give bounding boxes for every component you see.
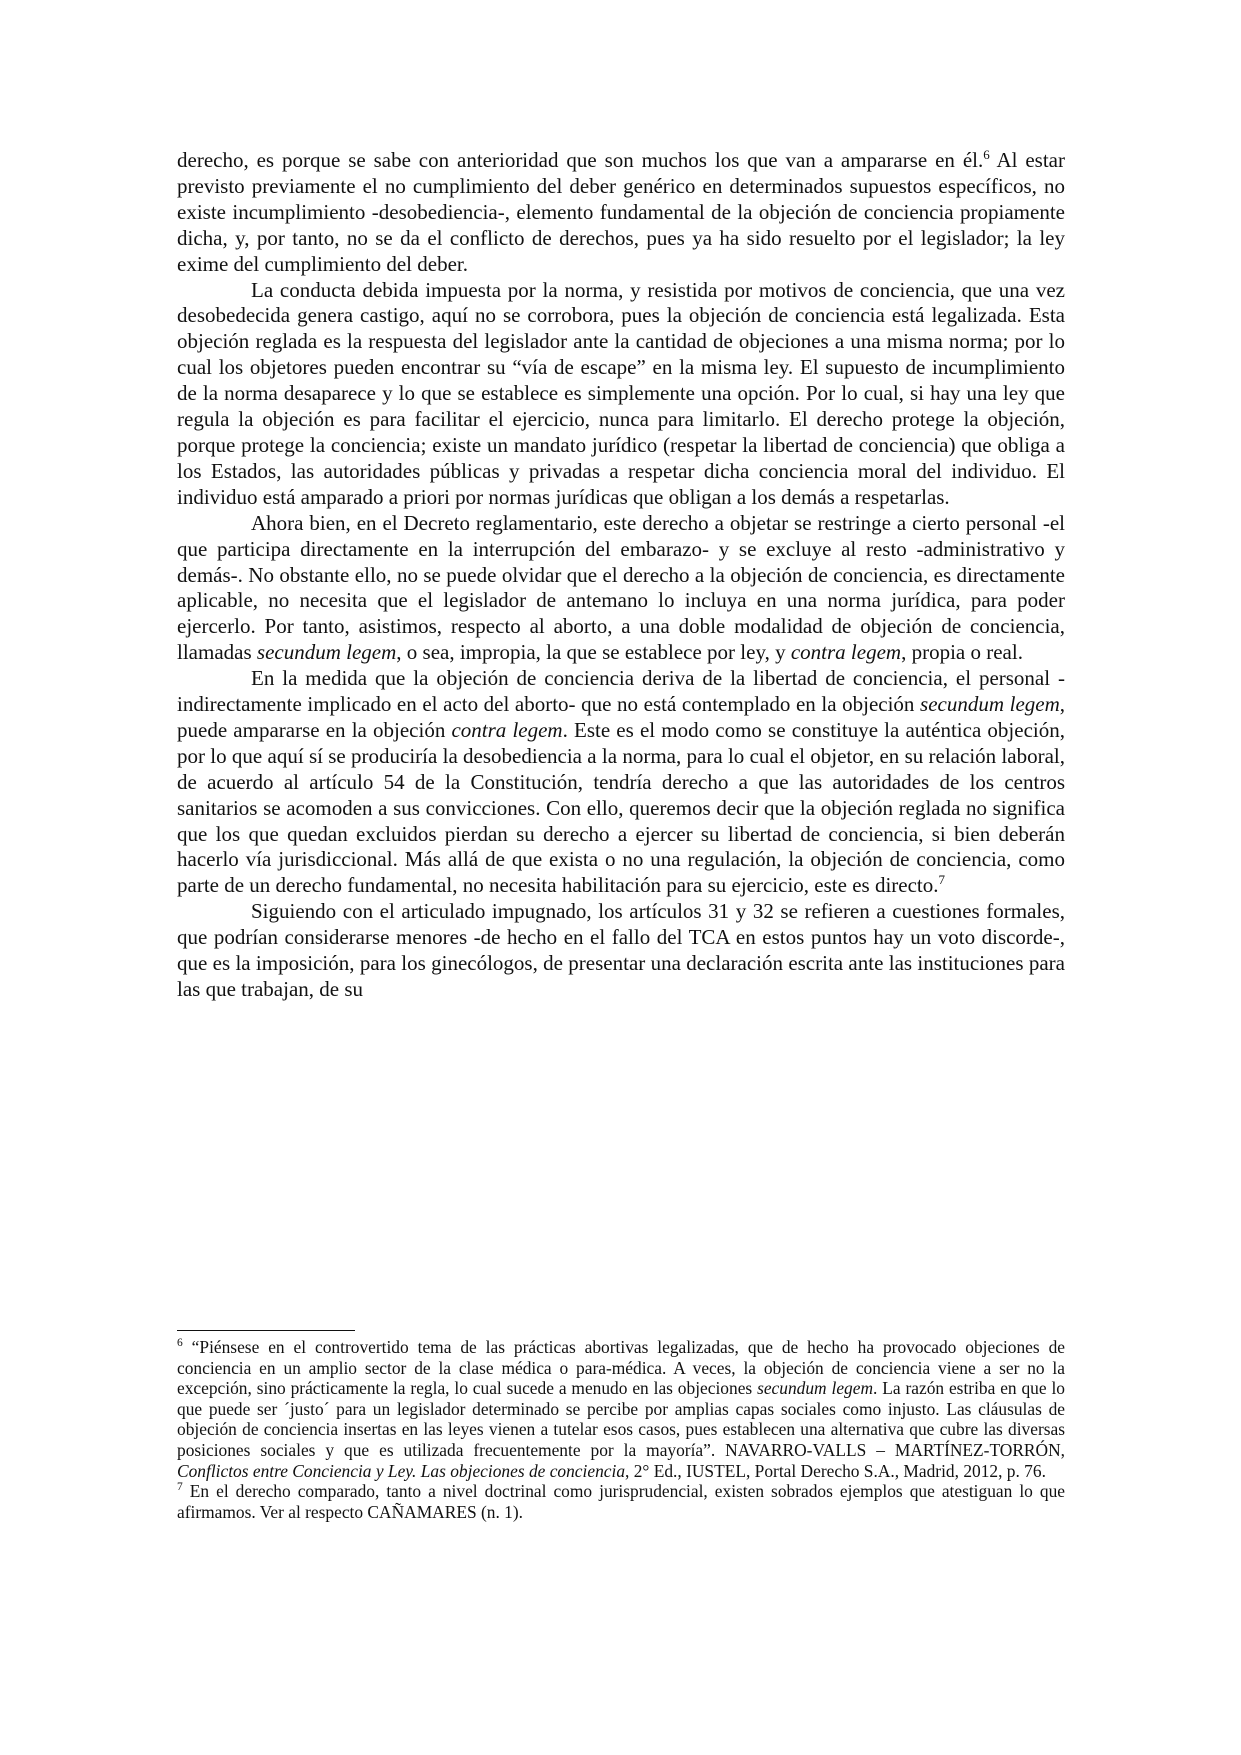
footnote-ref-6[interactable]: 6 <box>983 147 990 162</box>
paragraph-5: Siguiendo con el articulado impugnado, los artículos 31 y 32 se refieren a cuestiones formales, que podrían considerarse menores -de hecho en el fallo del TCA en estos puntos hay un voto discorde-, que es la imposición, para los ginecólogos, de presentar una declaración escrita ante las instituciones para las que trabajan, de su <box>177 899 1065 1001</box>
paragraph-2: La conducta debida impuesta por la norma, y resistida por motivos de conciencia, que una vez desobedecida genera castigo, aquí no se corrobora, pues la objeción de conciencia está legalizada. Esta objeción reglada es la respuesta del legislador ante la cantidad de objeciones a una misma norma; por lo cual los objetores pueden encontrar su “vía de escape” en la misma ley. El supuesto de incumplimiento de la norma desaparece y lo que se establece es simplemente una opción. Por lo cual, si hay una ley que regula la objeción es para facilitar el ejercicio, nunca para limitarlo. El derecho protege la objeción, porque protege la conciencia; existe un mandato jurídico (respetar la libertad de conciencia) que obliga a los Estados, las autoridades públicas y privadas a respetar dicha conciencia moral del individuo. El individuo está amparado a priori por normas jurídicas que obligan a los demás a respetarlas. <box>177 277 1065 509</box>
footnote-separator <box>177 1330 355 1331</box>
footnotes <box>177 1337 1065 1522</box>
footnote-6: $^6$ “Piénsese en el controvertido tema de las prácticas abortivas legalizadas, que de hecho ha provocado objeciones de conciencia en un amplio sector de la clase médica o para-médica. A veces, la objeción de conciencia viene a ser no la excepción, sino prácticamente la regla, lo cual sucede a menudo en las objeciones secundum legem. La razón estriba en que lo que puede ser ´justo´ para un legislador determinado se percibe por amplias capas sociales como injusto. Las cláusulas de objeción de conciencia insertas en las leyes vienen a tutelar esos casos, pues establecen una alternativa que cubre las diversas posiciones sociales y que es utilizada frecuentemente por la mayoría”. NAVARRO-VALLS – MARTÍNEZ-TORRÓN, Conflictos entre Conciencia y Ley. Las objeciones de conciencia, 2° Ed., IUSTEL, Portal Derecho S.A., Madrid, 2012, p. 76. <box>177 1337 1065 1481</box>
paragraph-4: En la medida que la objeción de conciencia deriva de la libertad de conciencia, el personal -indirectamente implicado en el acto del aborto- que no está contemplado en la objeción secundum legem, puede ampararse en la objeción contra legem. Este es el modo como se constituye la auténtica objeción, por lo que aquí sí se produciría la desobediencia a la norma, para lo cual el objetor, en su relación laboral, de acuerdo al artículo 54 de la Constitución, tendría derecho a que las autoridades de los centros sanitarios se acomoden a sus convicciones. Con ello, queremos decir que la objeción reglada no significa que los que quedan excluidos pierdan su derecho a ejercer su libertad de conciencia, si bien deberán hacerlo vía jurisdiccional. Más allá de que exista o no una regulación, la objeción de conciencia, como parte de un derecho fundamental, no necesita habilitación para su ejercicio, este es directo.$^7$ <box>177 666 1065 898</box>
footnote-7: $^7$ En el derecho comparado, tanto a nivel doctrinal como jurisprudencial, existen sobrados ejemplos que atestiguan lo que afirmamos. Ver al respecto CAÑAMARES (n. 1). <box>177 1481 1065 1522</box>
footnote-number: 6 <box>177 1337 183 1350</box>
footnote-ref-7[interactable]: 7 <box>938 872 945 888</box>
main-text <box>177 148 1065 1003</box>
paragraph-3: Ahora bien, en el Decreto reglamentario, este derecho a objetar se restringe a cierto personal -el que participa directamente en la interrupción del embarazo- y se excluye al resto -administrativo y demás-. No obstante ello, no se puede olvidar que el derecho a la objeción de conciencia, es directamente aplicable, no necesita que el legislador de antemano lo incluya en una norma jurídica, para poder ejercerlo. Por tanto, asistimos, respecto al aborto, a una doble modalidad de objeción de conciencia, llamadas secundum legem, o sea, impropia, la que se establece por ley, y contra legem, propia o real. <box>177 510 1065 665</box>
paragraph-1: derecho, es porque se sabe con anterioridad que son muchos los que van a ampararse en él.$^6$ Al estar previsto previamente el no cumplimiento del deber genérico en determinados supuestos específicos, no existe incumplimiento -desobediencia-, elemento fundamental de la objeción de conciencia propiamente dicha, y, por tanto, no se da el conflicto de derechos, pues ya ha sido resuelto por el legislador; la ley exime del cumplimiento del deber. <box>177 147 1065 276</box>
footnote-number: 7 <box>177 1481 183 1494</box>
